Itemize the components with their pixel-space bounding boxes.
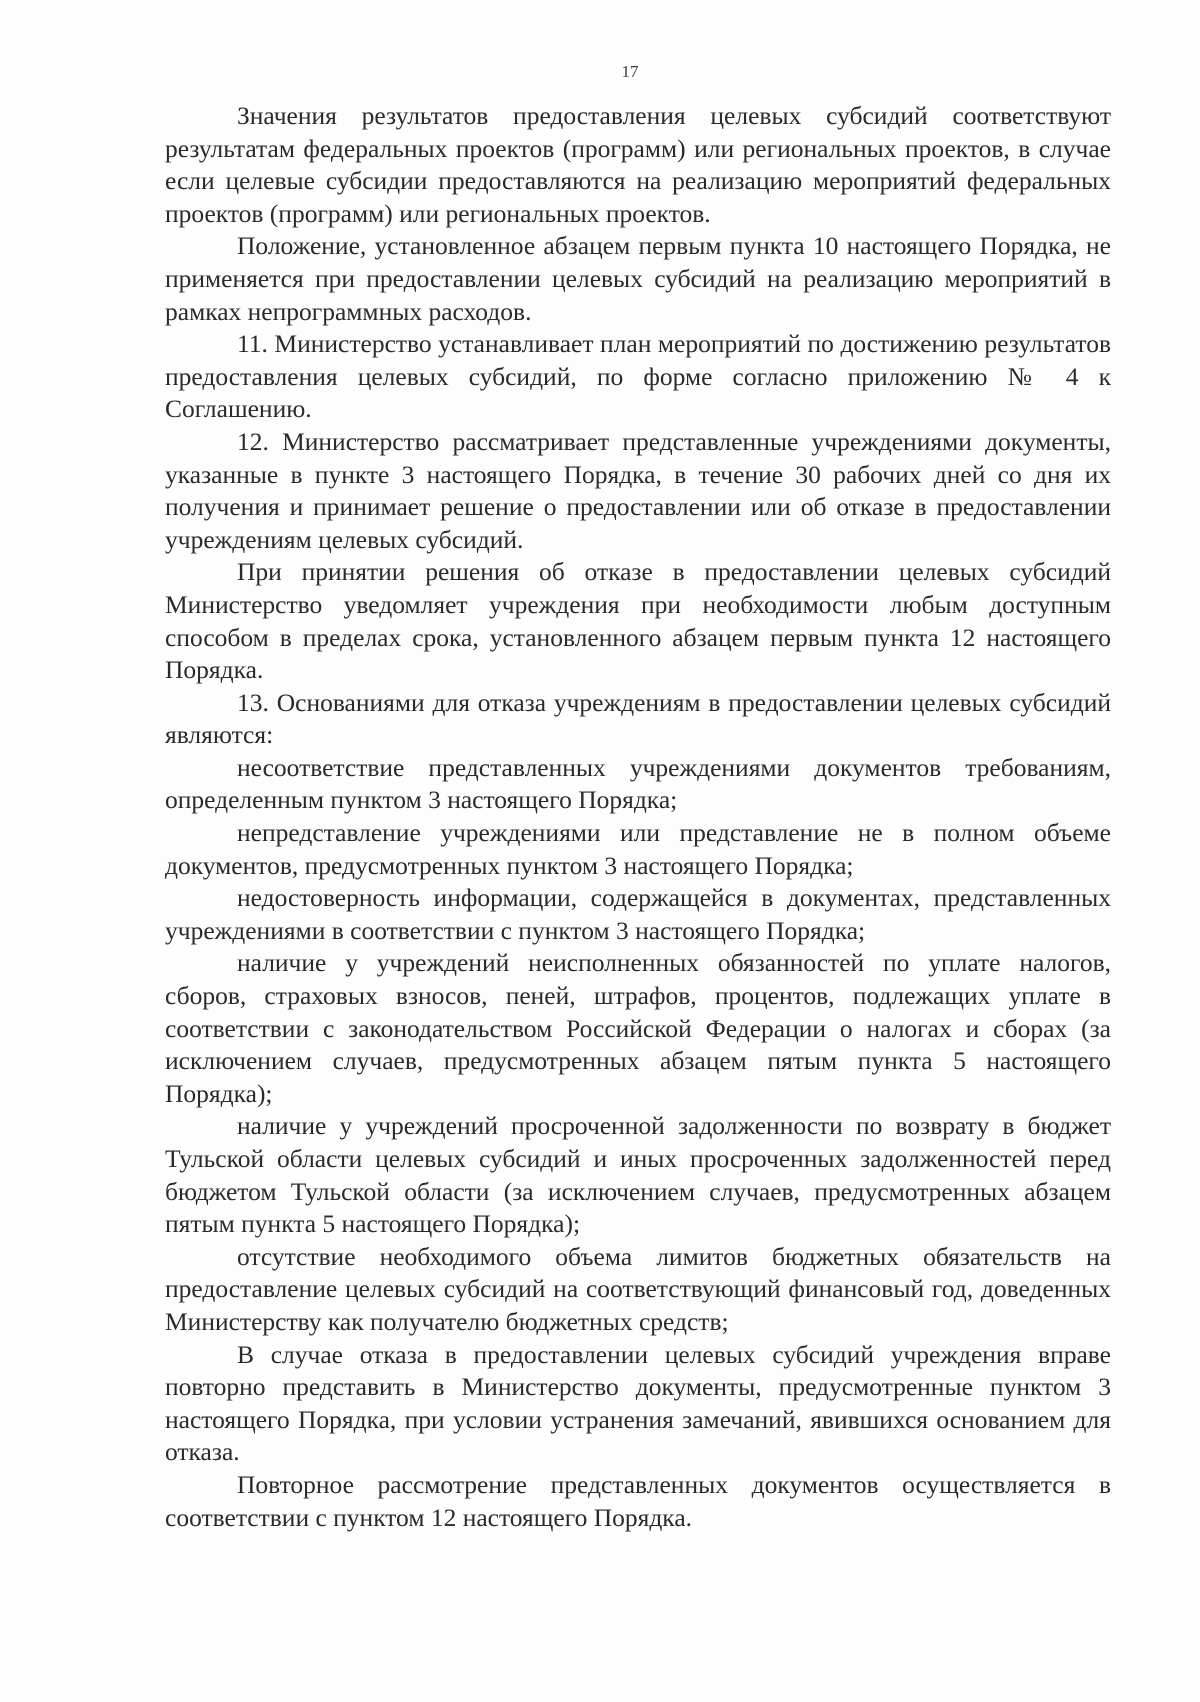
paragraph-resubmission: В случае отказа в предоставлении целевых субсидий учреждения вправе повторно представить в Министерство документы, предусмотренные пунктом 3 настоящего Порядка, при условии устранения замечаний, явившихся основанием для отказа. [165, 1339, 1111, 1467]
paragraph-item-13: 13. Основаниями для отказа учреждениям в предоставлении целевых субсидий являются: [165, 687, 1111, 750]
paragraph-repeat-review: Повторное рассмотрение представленных документов осуществляется в соответствии с пунктом 12 настоящего Порядка. [165, 1469, 1111, 1532]
paragraph-nonprogram-expenses: Положение, установленное абзацем первым пункта 10 настоящего Порядка, не применяется при предоставлении целевых субсидий на реализацию мероприятий в рамках непрограммных расходов. [165, 231, 1111, 326]
paragraph-item-11: 11. Министерство устанавливает план мероприятий по достижению результатов предоставления целевых субсидий, по форме согласно приложению № 4 к Соглашению. [165, 329, 1111, 424]
list-item-overdue-debt: наличие у учреждений просроченной задолженности по возврату в бюджет Тульской области целевых субсидий и иных просроченных задолженностей перед бюджетом Тульской области (за исключением случаев, предусмотренных абзацем пятым пункта 5 настоящего Порядка); [165, 1111, 1111, 1239]
paragraph-results-values: Значения результатов предоставления целевых субсидий соответствуют результатам федеральных проектов (программ) или региональных проектов, в случае если целевые субсидии предоставляются на реализацию мероприятий федеральных проектов (программ) или региональных проектов. [165, 101, 1111, 228]
list-item-tax-obligations: наличие у учреждений неисполненных обязанностей по уплате налогов, сборов, страховых взносов, пеней, штрафов, процентов, подлежащих уплате в соответствии с законодательством Российской Федерации о налогах и сборах (за исключением случаев, предусмотренных абзацем пятым пункта 5 настоящего Порядка); [165, 948, 1111, 1108]
list-item-nonconformity: несоответствие представленных учреждениями документов требованиям, определенным пунктом 3 настоящего Порядка; [165, 752, 1111, 815]
list-item-budget-limits: отсутствие необходимого объема лимитов бюджетных обязательств на предоставление целевых субсидий на соответствующий финансовый год, доведенных Министерству как получателю бюджетных средств; [165, 1241, 1111, 1336]
page-number: 17 [621, 62, 639, 81]
list-item-nonsubmission: непредставление учреждениями или представление не в полном объеме документов, предусмотренных пунктом 3 настоящего Порядка; [165, 818, 1111, 880]
document-body [165, 100, 1111, 1534]
paragraph-refusal-notice: При принятии решения об отказе в предоставлении целевых субсидий Министерство уведомляет учреждения при необходимости любым доступным способом в пределах срока, установленного абзацем первым пункта 12 настоящего Порядка. [165, 557, 1111, 685]
paragraph-item-12: 12. Министерство рассматривает представленные учреждениями документы, указанные в пункте 3 настоящего Порядка, в течение 30 рабочих дней со дня их получения и принимает решение о предоставлении или об отказе в предоставлении учреждениям целевых субсидий. [165, 426, 1111, 554]
list-item-unreliable-info: недостоверность информации, содержащейся в документах, представленных учреждениями в соответствии с пунктом 3 настоящего Порядка; [165, 883, 1111, 945]
